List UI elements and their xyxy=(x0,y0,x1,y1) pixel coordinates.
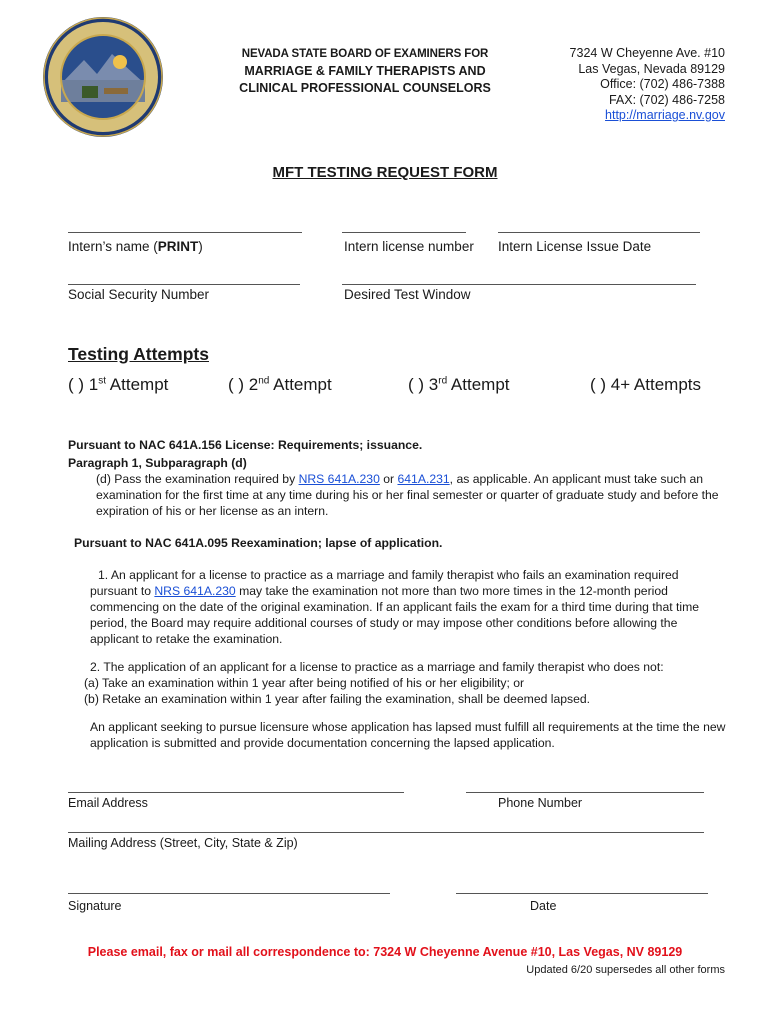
signature-line[interactable] xyxy=(68,893,390,894)
intern-license-number-line[interactable] xyxy=(342,232,466,233)
test-window-line[interactable] xyxy=(342,284,696,285)
intern-name-label: Intern’s name (PRINT) xyxy=(68,239,203,254)
email-label: Email Address xyxy=(68,796,148,810)
address-street: 7324 W Cheyenne Ave. #10 xyxy=(569,46,725,60)
board-header xyxy=(200,46,530,97)
nac156-text: (d) Pass the examination required by NRS 641A.230 or 641A.231, as applicable. An applicant must take such an examination for the first time at any time during his or her final semester or quarter of graduate study and before the expiration of his or her license as an intern. xyxy=(96,472,719,518)
nac095-paragraph-3: An applicant seeking to pursue licensure whose application has lapsed must fulfill all requirements at the time the new application is submitted and provide documentation concerning the lapsed application. xyxy=(90,720,726,750)
ssn-label: Social Security Number xyxy=(68,287,210,302)
intern-license-date-line[interactable] xyxy=(498,232,700,233)
intern-name-line[interactable] xyxy=(68,232,302,233)
email-line[interactable] xyxy=(68,792,404,793)
nac095-heading: Pursuant to NAC 641A.095 Reexamination; lapse of application. xyxy=(74,536,443,550)
attempt-2-option[interactable]: ( ) 2nd Attempt xyxy=(228,375,332,394)
attempt-3-option[interactable]: ( ) 3rd Attempt xyxy=(408,375,510,394)
website-link[interactable]: http://marriage.nv.gov xyxy=(605,108,725,122)
board-name-line3: CLINICAL PROFESSIONAL COUNSELORS xyxy=(239,81,491,95)
phone-line[interactable] xyxy=(466,792,704,793)
fax-number: FAX: (702) 486-7258 xyxy=(608,92,725,107)
test-window-label: Desired Test Window xyxy=(344,287,471,302)
mailing-address-line[interactable] xyxy=(68,832,704,833)
signature-label: Signature xyxy=(68,899,122,913)
intern-license-date-label: Intern License Issue Date xyxy=(498,239,652,254)
intern-license-number-label: Intern license number xyxy=(344,239,474,254)
attempt-1-option[interactable]: ( ) 1st Attempt xyxy=(68,375,169,394)
nac095-paragraph-1: 1. An applicant for a license to practice as a marriage and family therapist who fails an examination required pursuant to NRS 641A.230 may take the examination not more than two more times in the 12-month period commencing on the date of the original examination. If an applicant fails the exam for a third time during that time period, the Board may require additional courses of study or may impose other conditions before allowing the applicant to retake the examination. xyxy=(90,568,700,646)
nrs-641a230-link-2[interactable]: NRS 641A.230 xyxy=(154,584,236,598)
address-city: Las Vegas, Nevada 89129 xyxy=(578,61,725,76)
board-name-line1: NEVADA STATE BOARD OF EXAMINERS FOR xyxy=(241,48,489,60)
form-title: MFT TESTING REQUEST FORM xyxy=(272,164,498,181)
nac095-paragraph-2: 2. The application of an applicant for a license to practice as a marriage and family therapist who does not: (a) Take an examination within 1 year after being notified of his or her eligibility; or (b) Retake an examination within 1 year after failing the examination, shall be deemed lapsed. xyxy=(84,660,664,706)
attempt-4plus-option[interactable]: ( ) 4+ Attempts xyxy=(590,375,702,394)
board-address xyxy=(570,46,725,124)
ssn-line[interactable] xyxy=(68,284,300,285)
nevada-state-seal-icon xyxy=(42,16,164,138)
phone-label: Phone Number xyxy=(498,796,583,810)
updated-note: Updated 6/20 supersedes all other forms xyxy=(526,964,725,976)
nrs-641a231-link[interactable]: 641A.231 xyxy=(397,472,450,486)
office-phone: Office: (702) 486-7388 xyxy=(600,77,725,91)
nrs-641a230-link[interactable]: NRS 641A.230 xyxy=(298,472,380,486)
date-label: Date xyxy=(530,899,557,913)
correspondence-notice: Please email, fax or mail all correspondence to: 7324 W Cheyenne Avenue #10, Las Vegas, NV 89129 xyxy=(87,945,683,959)
testing-attempts-heading: Testing Attempts xyxy=(68,344,209,364)
nac156-heading: Pursuant to NAC 641A.156 License: Requirements; issuance. xyxy=(68,438,423,452)
nac156-subheading: Paragraph 1, Subparagraph (d) xyxy=(68,456,247,470)
date-line[interactable] xyxy=(456,893,708,894)
board-name-line2: MARRIAGE & FAMILY THERAPISTS AND xyxy=(244,64,486,78)
mailing-address-label: Mailing Address (Street, City, State & Zip) xyxy=(68,836,298,850)
